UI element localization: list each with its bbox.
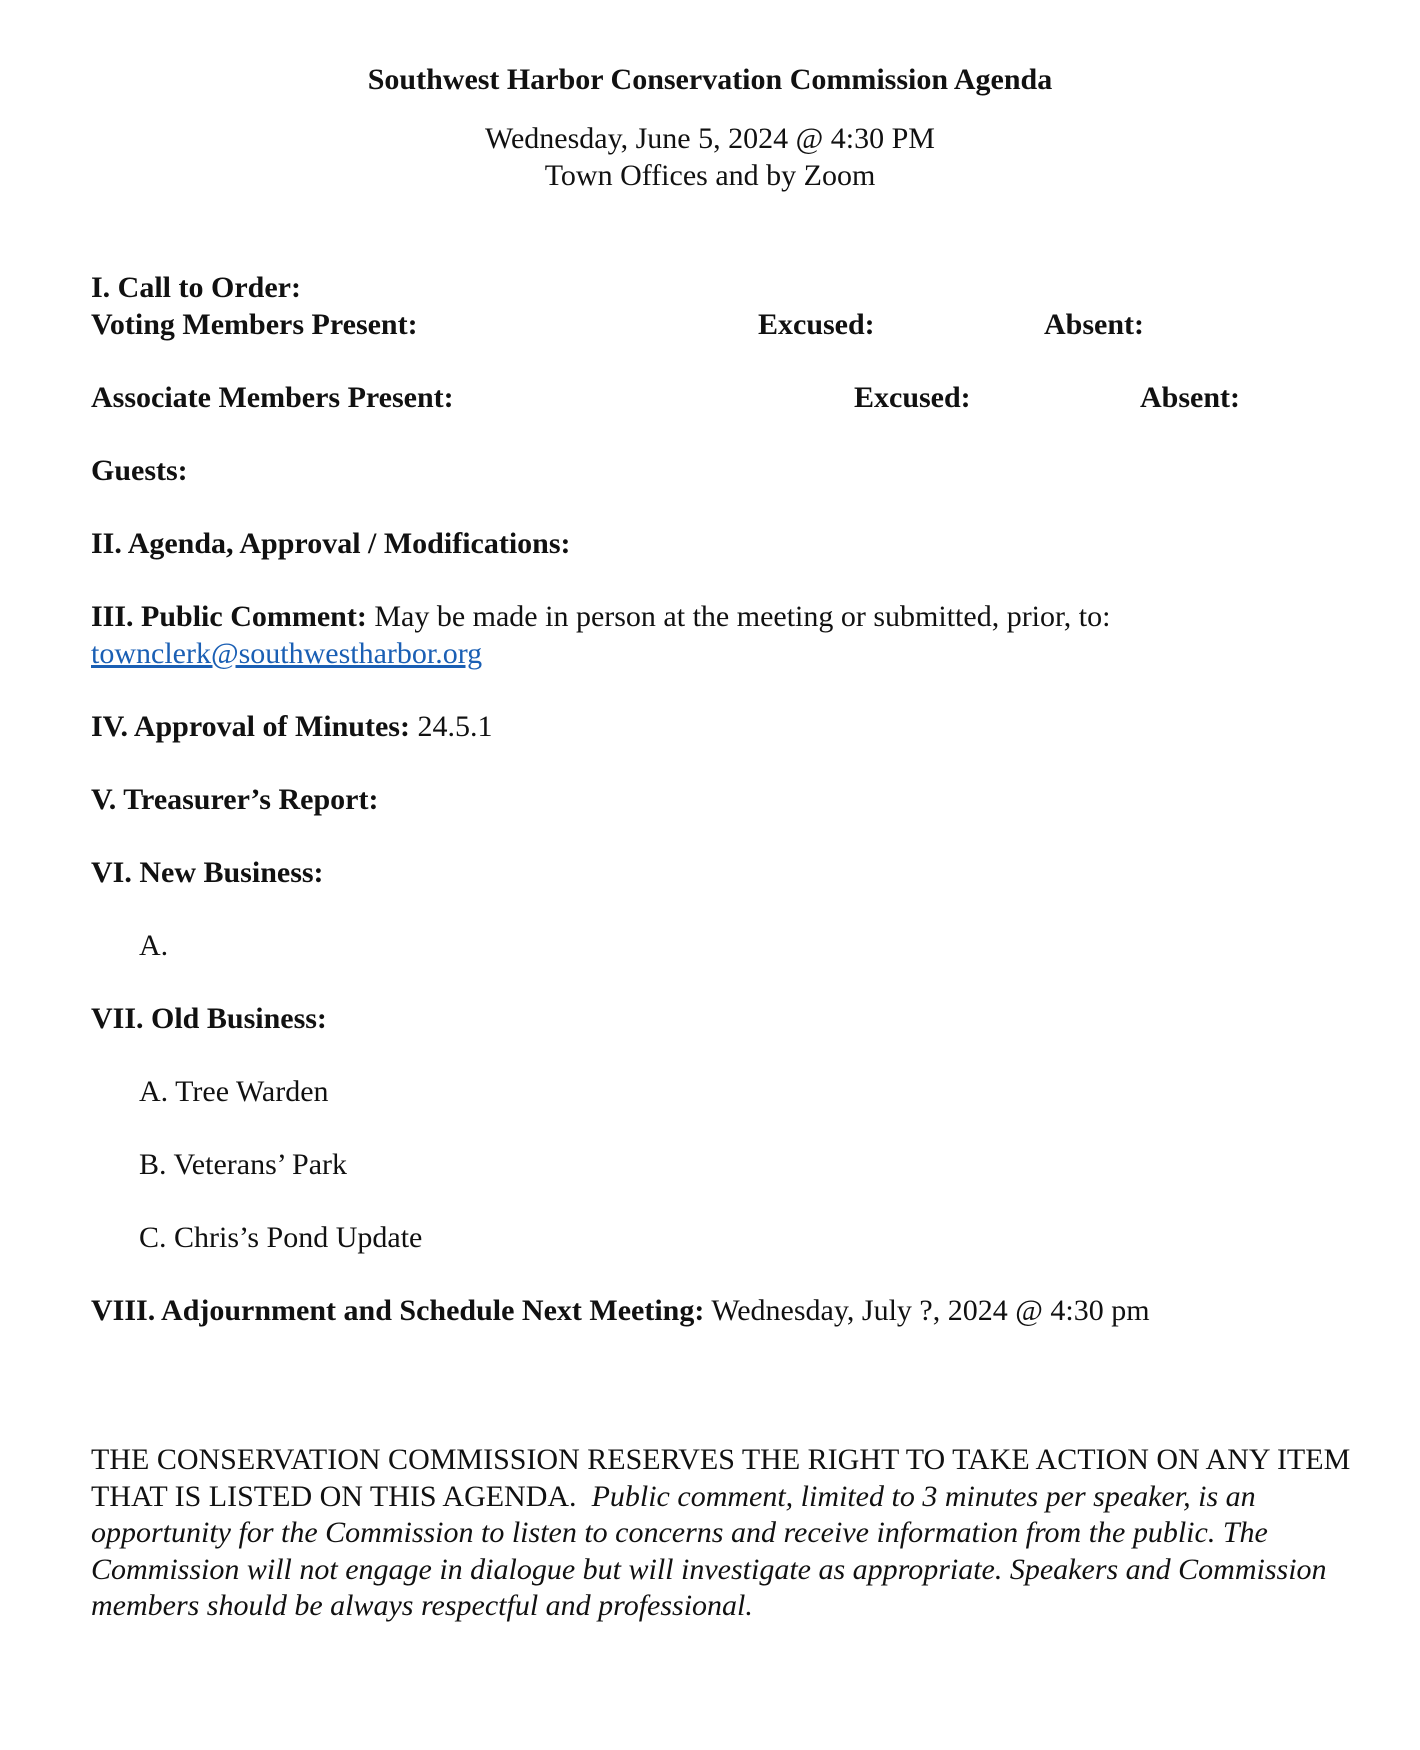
old-business-item-chris-pond: C. Chris’s Pond Update	[139, 1221, 423, 1254]
section-call-to-order: I. Call to Order:	[91, 271, 301, 304]
public-comment-email-line	[91, 636, 482, 672]
old-business-item-tree-warden: A. Tree Warden	[139, 1075, 329, 1108]
guests-label: Guests:	[91, 454, 188, 487]
section-old-business: VII. Old Business:	[91, 1002, 327, 1035]
section-approval-of-minutes	[91, 709, 492, 745]
footer-caps-notice: THE CONSERVATION COMMISSION RESERVES THE RIGHT TO TAKE ACTION ON ANY ITEM THAT IS LISTED ON THIS AGENDA.	[91, 1443, 1351, 1513]
adjournment-heading: VIII. Adjournment and Schedule Next Meeting:	[91, 1294, 705, 1327]
minutes-value: 24.5.1	[409, 710, 493, 743]
associate-excused-label: Excused:	[854, 381, 971, 414]
footer-notice	[91, 1442, 1351, 1625]
voting-excused-label: Excused:	[758, 308, 875, 341]
section-adjournment	[91, 1293, 1150, 1329]
associate-members-label: Associate Members Present:	[91, 381, 454, 414]
footer-public-comment-policy: Public comment, limited to 3 minutes per speaker, is an opportunity for the Commission to listen to concerns and receive information from the public. The Commission will not engage in dialogue but will investigate as appropriate. Speakers and Commission members should be always respectful and professional.	[91, 1479, 1327, 1622]
next-meeting-value: Wednesday, July ?, 2024 @ 4:30 pm	[704, 1294, 1150, 1327]
townclerk-email-link[interactable]: townclerk@southwestharbor.org	[91, 637, 483, 670]
section-public-comment	[91, 599, 1110, 635]
voting-absent-label: Absent:	[1044, 308, 1145, 341]
voting-members-label: Voting Members Present:	[91, 308, 418, 341]
section-new-business: VI. New Business:	[91, 856, 324, 889]
public-comment-heading: III. Public Comment:	[91, 600, 367, 633]
section-treasurers-report: V. Treasurer’s Report:	[91, 783, 379, 816]
section-agenda-approval: II. Agenda, Approval / Modifications:	[91, 527, 571, 560]
associate-absent-label: Absent:	[1140, 381, 1241, 414]
minutes-heading: IV. Approval of Minutes:	[91, 710, 410, 743]
old-business-item-veterans-park: B. Veterans’ Park	[139, 1148, 348, 1181]
new-business-item: A.	[139, 929, 169, 962]
document-title: Southwest Harbor Conservation Commission Agenda	[367, 63, 1053, 96]
meeting-location: Town Offices and by Zoom	[544, 159, 876, 192]
public-comment-text: May be made in person at the meeting or submitted, prior, to:	[366, 600, 1111, 633]
meeting-date: Wednesday, June 5, 2024 @ 4:30 PM	[485, 122, 935, 155]
